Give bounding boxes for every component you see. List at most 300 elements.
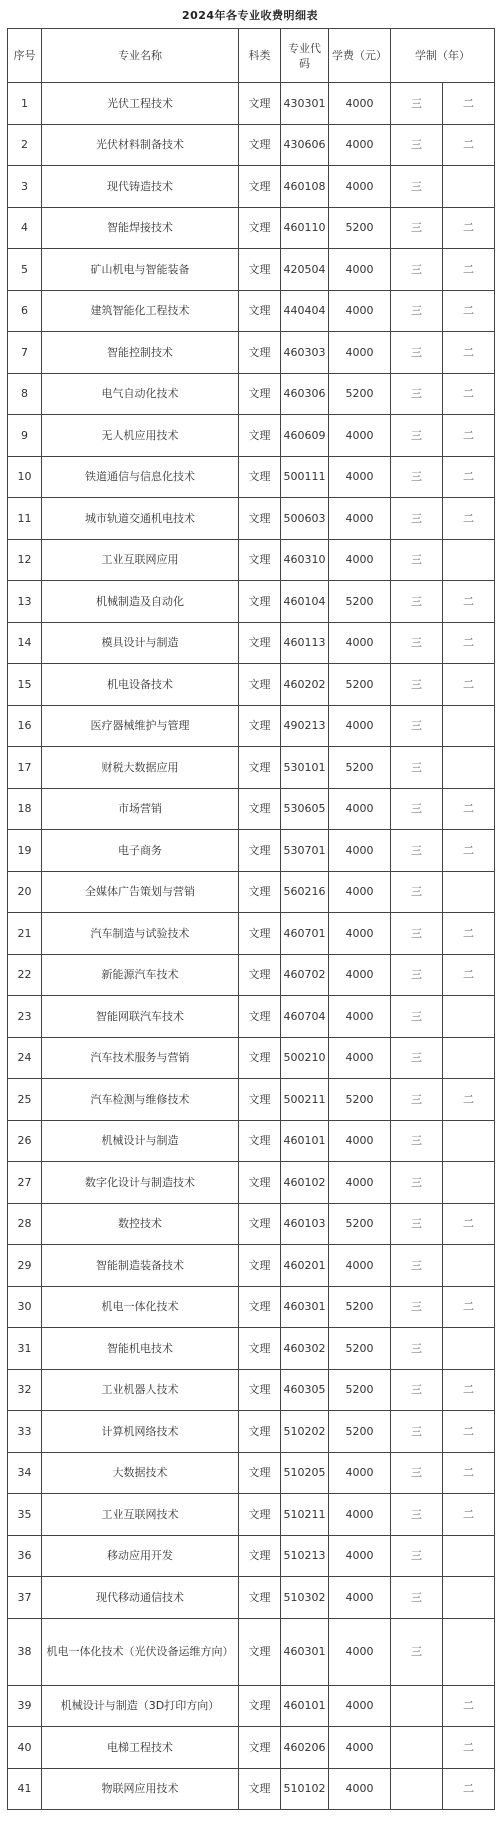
row-number-cell: 38 <box>8 1618 42 1685</box>
duration-two-years-cell <box>443 1245 495 1287</box>
row-number-cell: 29 <box>8 1245 42 1287</box>
category-cell: 文理 <box>239 1618 281 1685</box>
major-name-cell: 建筑智能化工程技术 <box>42 290 239 332</box>
row-number-cell: 7 <box>8 332 42 374</box>
table-row <box>8 830 495 872</box>
row-number-cell: 16 <box>8 705 42 747</box>
major-code-cell: 500210 <box>281 1037 329 1079</box>
duration-two-years-cell <box>443 1120 495 1162</box>
major-name-cell: 数控技术 <box>42 1203 239 1245</box>
duration-three-years-cell: 三 <box>391 1411 443 1453</box>
duration-two-years-cell <box>443 1037 495 1079</box>
tuition-fee-cell: 4000 <box>329 332 391 374</box>
duration-three-years-cell: 三 <box>391 1286 443 1328</box>
row-number-cell: 15 <box>8 664 42 706</box>
table-row <box>8 1079 495 1121</box>
major-code-cell: 460301 <box>281 1286 329 1328</box>
row-number-cell: 26 <box>8 1120 42 1162</box>
tuition-fee-cell: 4000 <box>329 1452 391 1494</box>
major-code-cell: 500603 <box>281 498 329 540</box>
major-code-cell: 560216 <box>281 871 329 913</box>
category-cell: 文理 <box>239 1452 281 1494</box>
table-row <box>8 1577 495 1619</box>
row-number-cell: 1 <box>8 83 42 125</box>
row-number-cell: 13 <box>8 581 42 623</box>
category-cell: 文理 <box>239 1037 281 1079</box>
header-code: 专业代码 <box>281 29 329 83</box>
row-number-cell: 37 <box>8 1577 42 1619</box>
duration-two-years-cell: 二 <box>443 415 495 457</box>
major-code-cell: 460702 <box>281 954 329 996</box>
row-number-cell: 5 <box>8 249 42 291</box>
table-row <box>8 664 495 706</box>
duration-two-years-cell: 二 <box>443 498 495 540</box>
category-cell: 文理 <box>239 1162 281 1204</box>
tuition-fee-cell: 5200 <box>329 1411 391 1453</box>
duration-three-years-cell: 三 <box>391 539 443 581</box>
duration-two-years-cell <box>443 747 495 789</box>
header-name: 专业名称 <box>42 29 239 83</box>
major-name-cell: 大数据技术 <box>42 1452 239 1494</box>
table-row <box>8 1452 495 1494</box>
duration-three-years-cell: 三 <box>391 830 443 872</box>
duration-three-years-cell: 三 <box>391 166 443 208</box>
duration-two-years-cell: 二 <box>443 1079 495 1121</box>
duration-two-years-cell: 二 <box>443 1452 495 1494</box>
major-code-cell: 490213 <box>281 705 329 747</box>
major-code-cell: 460202 <box>281 664 329 706</box>
duration-three-years-cell: 三 <box>391 1535 443 1577</box>
header-row <box>8 29 495 83</box>
table-row <box>8 1369 495 1411</box>
duration-two-years-cell: 二 <box>443 249 495 291</box>
duration-two-years-cell: 二 <box>443 1685 495 1727</box>
major-code-cell: 500211 <box>281 1079 329 1121</box>
fee-table <box>7 28 495 1810</box>
major-code-cell: 510302 <box>281 1577 329 1619</box>
duration-three-years-cell: 三 <box>391 498 443 540</box>
category-cell: 文理 <box>239 788 281 830</box>
major-name-cell: 工业互联网应用 <box>42 539 239 581</box>
major-code-cell: 430606 <box>281 124 329 166</box>
category-cell: 文理 <box>239 539 281 581</box>
major-name-cell: 智能制造装备技术 <box>42 1245 239 1287</box>
major-code-cell: 460108 <box>281 166 329 208</box>
duration-three-years-cell: 三 <box>391 954 443 996</box>
major-code-cell: 460302 <box>281 1328 329 1370</box>
major-name-cell: 医疗器械维护与管理 <box>42 705 239 747</box>
table-row <box>8 1727 495 1769</box>
duration-two-years-cell: 二 <box>443 788 495 830</box>
major-name-cell: 工业互联网技术 <box>42 1494 239 1536</box>
duration-three-years-cell <box>391 1685 443 1727</box>
table-row <box>8 913 495 955</box>
category-cell: 文理 <box>239 1577 281 1619</box>
header-category: 科类 <box>239 29 281 83</box>
major-name-cell: 电气自动化技术 <box>42 373 239 415</box>
major-code-cell: 460306 <box>281 373 329 415</box>
duration-three-years-cell: 三 <box>391 581 443 623</box>
duration-three-years-cell: 三 <box>391 913 443 955</box>
major-code-cell: 460701 <box>281 913 329 955</box>
table-row <box>8 1618 495 1685</box>
duration-three-years-cell: 三 <box>391 1618 443 1685</box>
tuition-fee-cell: 5200 <box>329 747 391 789</box>
duration-two-years-cell: 二 <box>443 581 495 623</box>
category-cell: 文理 <box>239 1120 281 1162</box>
major-name-cell: 计算机网络技术 <box>42 1411 239 1453</box>
row-number-cell: 31 <box>8 1328 42 1370</box>
category-cell: 文理 <box>239 1369 281 1411</box>
duration-two-years-cell: 二 <box>443 1727 495 1769</box>
row-number-cell: 6 <box>8 290 42 332</box>
category-cell: 文理 <box>239 456 281 498</box>
major-name-cell: 数字化设计与制造技术 <box>42 1162 239 1204</box>
table-row <box>8 1162 495 1204</box>
major-name-cell: 移动应用开发 <box>42 1535 239 1577</box>
major-code-cell: 460113 <box>281 622 329 664</box>
table-row <box>8 456 495 498</box>
duration-two-years-cell <box>443 1577 495 1619</box>
table-row <box>8 415 495 457</box>
category-cell: 文理 <box>239 871 281 913</box>
major-name-cell: 矿山机电与智能装备 <box>42 249 239 291</box>
duration-three-years-cell: 三 <box>391 373 443 415</box>
duration-three-years-cell: 三 <box>391 1079 443 1121</box>
major-name-cell: 机电设备技术 <box>42 664 239 706</box>
duration-three-years-cell: 三 <box>391 207 443 249</box>
table-row <box>8 207 495 249</box>
tuition-fee-cell: 4000 <box>329 124 391 166</box>
major-name-cell: 财税大数据应用 <box>42 747 239 789</box>
duration-three-years-cell: 三 <box>391 290 443 332</box>
row-number-cell: 33 <box>8 1411 42 1453</box>
duration-three-years-cell: 三 <box>391 1037 443 1079</box>
major-code-cell: 510213 <box>281 1535 329 1577</box>
major-code-cell: 510211 <box>281 1494 329 1536</box>
duration-three-years-cell: 三 <box>391 747 443 789</box>
major-code-cell: 460101 <box>281 1120 329 1162</box>
major-name-cell: 全媒体广告策划与营销 <box>42 871 239 913</box>
tuition-fee-cell: 4000 <box>329 1494 391 1536</box>
major-name-cell: 新能源汽车技术 <box>42 954 239 996</box>
tuition-fee-cell: 5200 <box>329 1286 391 1328</box>
tuition-fee-cell: 4000 <box>329 871 391 913</box>
tuition-fee-cell: 4000 <box>329 290 391 332</box>
duration-three-years-cell: 三 <box>391 124 443 166</box>
header-fee: 学费（元） <box>329 29 391 83</box>
row-number-cell: 9 <box>8 415 42 457</box>
tuition-fee-cell: 4000 <box>329 705 391 747</box>
tuition-fee-cell: 4000 <box>329 1577 391 1619</box>
major-code-cell: 530701 <box>281 830 329 872</box>
table-body <box>8 83 495 1810</box>
duration-two-years-cell: 二 <box>443 373 495 415</box>
category-cell: 文理 <box>239 415 281 457</box>
duration-three-years-cell: 三 <box>391 456 443 498</box>
category-cell: 文理 <box>239 83 281 125</box>
major-name-cell: 机电一体化技术 <box>42 1286 239 1328</box>
row-number-cell: 18 <box>8 788 42 830</box>
tuition-fee-cell: 4000 <box>329 913 391 955</box>
table-row <box>8 249 495 291</box>
category-cell: 文理 <box>239 581 281 623</box>
major-name-cell: 智能网联汽车技术 <box>42 996 239 1038</box>
major-name-cell: 电梯工程技术 <box>42 1727 239 1769</box>
major-code-cell: 460704 <box>281 996 329 1038</box>
duration-two-years-cell <box>443 871 495 913</box>
major-name-cell: 工业机器人技术 <box>42 1369 239 1411</box>
table-row <box>8 332 495 374</box>
category-cell: 文理 <box>239 1768 281 1810</box>
major-name-cell: 汽车技术服务与营销 <box>42 1037 239 1079</box>
duration-two-years-cell: 二 <box>443 1411 495 1453</box>
tuition-fee-cell: 4000 <box>329 498 391 540</box>
duration-three-years-cell: 三 <box>391 249 443 291</box>
tuition-fee-cell: 5200 <box>329 1328 391 1370</box>
row-number-cell: 23 <box>8 996 42 1038</box>
tuition-fee-cell: 4000 <box>329 996 391 1038</box>
major-code-cell: 430301 <box>281 83 329 125</box>
category-cell: 文理 <box>239 124 281 166</box>
duration-two-years-cell: 二 <box>443 664 495 706</box>
duration-two-years-cell: 二 <box>443 456 495 498</box>
duration-three-years-cell: 三 <box>391 1494 443 1536</box>
tuition-fee-cell: 4000 <box>329 1120 391 1162</box>
table-title: 2024年各专业收费明细表 <box>181 9 319 22</box>
major-name-cell: 模具设计与制造 <box>42 622 239 664</box>
major-code-cell: 510205 <box>281 1452 329 1494</box>
row-number-cell: 41 <box>8 1768 42 1810</box>
row-number-cell: 30 <box>8 1286 42 1328</box>
category-cell: 文理 <box>239 664 281 706</box>
tuition-fee-cell: 5200 <box>329 581 391 623</box>
major-name-cell: 城市轨道交通机电技术 <box>42 498 239 540</box>
major-code-cell: 460201 <box>281 1245 329 1287</box>
duration-three-years-cell: 三 <box>391 1203 443 1245</box>
row-number-cell: 12 <box>8 539 42 581</box>
category-cell: 文理 <box>239 1727 281 1769</box>
major-name-cell: 电子商务 <box>42 830 239 872</box>
major-code-cell: 510102 <box>281 1768 329 1810</box>
duration-three-years-cell: 三 <box>391 1369 443 1411</box>
duration-two-years-cell: 二 <box>443 1494 495 1536</box>
table-row <box>8 954 495 996</box>
duration-two-years-cell <box>443 166 495 208</box>
duration-two-years-cell: 二 <box>443 83 495 125</box>
row-number-cell: 2 <box>8 124 42 166</box>
tuition-fee-cell: 4000 <box>329 166 391 208</box>
duration-three-years-cell: 三 <box>391 705 443 747</box>
tuition-fee-cell: 5200 <box>329 664 391 706</box>
table-row <box>8 83 495 125</box>
tuition-fee-cell: 5200 <box>329 1079 391 1121</box>
duration-three-years-cell: 三 <box>391 1120 443 1162</box>
major-name-cell: 智能机电技术 <box>42 1328 239 1370</box>
major-name-cell: 现代铸造技术 <box>42 166 239 208</box>
major-name-cell: 机械设计与制造 <box>42 1120 239 1162</box>
category-cell: 文理 <box>239 1245 281 1287</box>
tuition-fee-cell: 4000 <box>329 539 391 581</box>
table-row <box>8 1037 495 1079</box>
category-cell: 文理 <box>239 290 281 332</box>
duration-two-years-cell: 二 <box>443 1768 495 1810</box>
major-name-cell: 光伏工程技术 <box>42 83 239 125</box>
category-cell: 文理 <box>239 1328 281 1370</box>
table-row <box>8 166 495 208</box>
duration-three-years-cell: 三 <box>391 622 443 664</box>
major-name-cell: 汽车制造与试验技术 <box>42 913 239 955</box>
row-number-cell: 14 <box>8 622 42 664</box>
major-name-cell: 智能焊接技术 <box>42 207 239 249</box>
category-cell: 文理 <box>239 332 281 374</box>
major-name-cell: 无人机应用技术 <box>42 415 239 457</box>
duration-two-years-cell: 二 <box>443 1203 495 1245</box>
tuition-fee-cell: 4000 <box>329 83 391 125</box>
table-row <box>8 1535 495 1577</box>
tuition-fee-cell: 4000 <box>329 788 391 830</box>
major-name-cell: 智能控制技术 <box>42 332 239 374</box>
tuition-fee-cell: 4000 <box>329 1685 391 1727</box>
duration-three-years-cell: 三 <box>391 1162 443 1204</box>
row-number-cell: 25 <box>8 1079 42 1121</box>
major-code-cell: 460310 <box>281 539 329 581</box>
major-code-cell: 460102 <box>281 1162 329 1204</box>
category-cell: 文理 <box>239 954 281 996</box>
duration-three-years-cell <box>391 1727 443 1769</box>
row-number-cell: 11 <box>8 498 42 540</box>
tuition-fee-cell: 4000 <box>329 1618 391 1685</box>
row-number-cell: 17 <box>8 747 42 789</box>
category-cell: 文理 <box>239 1286 281 1328</box>
row-number-cell: 21 <box>8 913 42 955</box>
table-row <box>8 124 495 166</box>
duration-three-years-cell: 三 <box>391 1245 443 1287</box>
table-row <box>8 871 495 913</box>
table-row <box>8 539 495 581</box>
row-number-cell: 4 <box>8 207 42 249</box>
row-number-cell: 8 <box>8 373 42 415</box>
major-name-cell: 光伏材料制备技术 <box>42 124 239 166</box>
category-cell: 文理 <box>239 249 281 291</box>
row-number-cell: 35 <box>8 1494 42 1536</box>
table-row <box>8 996 495 1038</box>
duration-two-years-cell: 二 <box>443 1369 495 1411</box>
duration-two-years-cell: 二 <box>443 290 495 332</box>
duration-two-years-cell: 二 <box>443 124 495 166</box>
category-cell: 文理 <box>239 1203 281 1245</box>
duration-three-years-cell: 三 <box>391 996 443 1038</box>
category-cell: 文理 <box>239 996 281 1038</box>
table-row <box>8 788 495 830</box>
category-cell: 文理 <box>239 1535 281 1577</box>
category-cell: 文理 <box>239 913 281 955</box>
category-cell: 文理 <box>239 498 281 540</box>
tuition-fee-cell: 4000 <box>329 1037 391 1079</box>
row-number-cell: 40 <box>8 1727 42 1769</box>
major-name-cell: 机械设计与制造（3D打印方向） <box>42 1685 239 1727</box>
row-number-cell: 3 <box>8 166 42 208</box>
table-row <box>8 498 495 540</box>
major-name-cell: 机电一体化技术（光伏设备运维方向） <box>42 1618 239 1685</box>
category-cell: 文理 <box>239 830 281 872</box>
major-code-cell: 510202 <box>281 1411 329 1453</box>
tuition-fee-cell: 4000 <box>329 830 391 872</box>
row-number-cell: 20 <box>8 871 42 913</box>
header-no: 序号 <box>8 29 42 83</box>
table-row <box>8 1685 495 1727</box>
major-name-cell: 市场营销 <box>42 788 239 830</box>
duration-two-years-cell <box>443 1535 495 1577</box>
row-number-cell: 10 <box>8 456 42 498</box>
major-name-cell: 铁道通信与信息化技术 <box>42 456 239 498</box>
duration-two-years-cell <box>443 1618 495 1685</box>
major-name-cell: 物联网应用技术 <box>42 1768 239 1810</box>
major-name-cell: 机械制造及自动化 <box>42 581 239 623</box>
category-cell: 文理 <box>239 622 281 664</box>
tuition-fee-cell: 4000 <box>329 1727 391 1769</box>
major-code-cell: 440404 <box>281 290 329 332</box>
tuition-fee-cell: 5200 <box>329 1203 391 1245</box>
major-code-cell: 460303 <box>281 332 329 374</box>
tuition-fee-cell: 4000 <box>329 456 391 498</box>
category-cell: 文理 <box>239 166 281 208</box>
duration-three-years-cell: 三 <box>391 332 443 374</box>
category-cell: 文理 <box>239 1079 281 1121</box>
tuition-fee-cell: 5200 <box>329 207 391 249</box>
row-number-cell: 36 <box>8 1535 42 1577</box>
duration-two-years-cell: 二 <box>443 913 495 955</box>
duration-three-years-cell: 三 <box>391 415 443 457</box>
duration-two-years-cell: 二 <box>443 207 495 249</box>
table-row <box>8 705 495 747</box>
duration-three-years-cell: 三 <box>391 664 443 706</box>
row-number-cell: 39 <box>8 1685 42 1727</box>
major-name-cell: 汽车检测与维修技术 <box>42 1079 239 1121</box>
category-cell: 文理 <box>239 747 281 789</box>
table-row <box>8 1768 495 1810</box>
table-row <box>8 373 495 415</box>
major-code-cell: 460305 <box>281 1369 329 1411</box>
tuition-fee-cell: 5200 <box>329 373 391 415</box>
category-cell: 文理 <box>239 207 281 249</box>
table-row <box>8 747 495 789</box>
table-row <box>8 290 495 332</box>
duration-two-years-cell: 二 <box>443 622 495 664</box>
duration-three-years-cell: 三 <box>391 1328 443 1370</box>
duration-two-years-cell <box>443 539 495 581</box>
row-number-cell: 22 <box>8 954 42 996</box>
duration-two-years-cell <box>443 1162 495 1204</box>
table-row <box>8 1120 495 1162</box>
duration-three-years-cell: 三 <box>391 871 443 913</box>
table-row <box>8 1286 495 1328</box>
header-duration: 学制（年） <box>391 29 495 83</box>
tuition-fee-cell: 4000 <box>329 954 391 996</box>
major-name-cell: 现代移动通信技术 <box>42 1577 239 1619</box>
table-row <box>8 1328 495 1370</box>
duration-two-years-cell: 二 <box>443 830 495 872</box>
row-number-cell: 27 <box>8 1162 42 1204</box>
major-code-cell: 460609 <box>281 415 329 457</box>
duration-three-years-cell: 三 <box>391 788 443 830</box>
duration-three-years-cell: 三 <box>391 1452 443 1494</box>
table-row <box>8 1245 495 1287</box>
table-row <box>8 1203 495 1245</box>
table-row <box>8 1411 495 1453</box>
category-cell: 文理 <box>239 705 281 747</box>
major-code-cell: 460101 <box>281 1685 329 1727</box>
